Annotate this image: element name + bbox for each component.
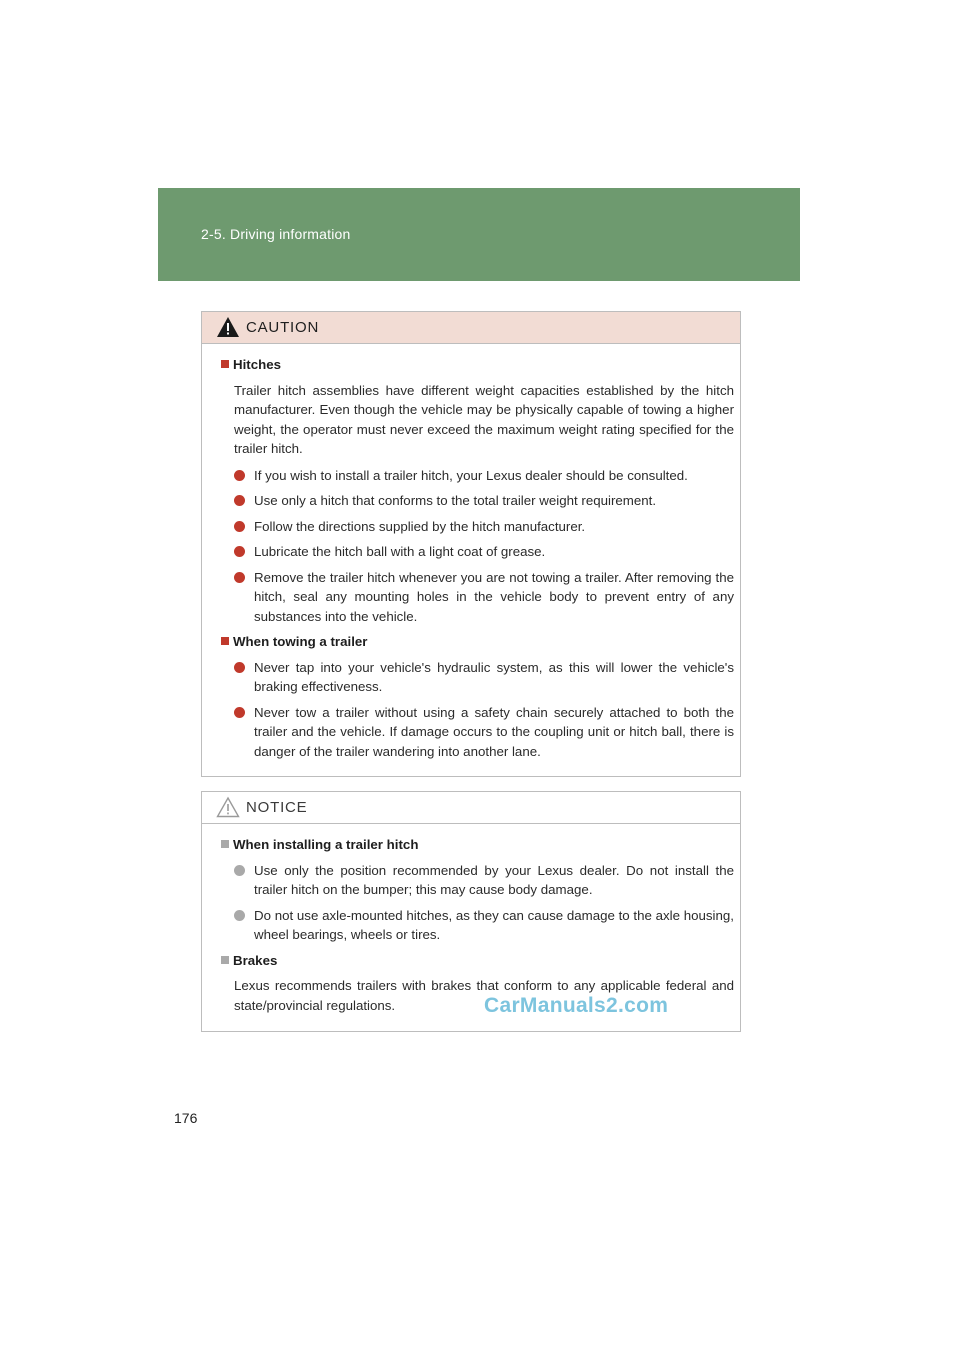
paragraph: Lexus recommends trailers with brakes that conform to any applicable federal and state/provincial regulations.	[234, 978, 734, 1013]
caution-body	[202, 344, 740, 761]
section-heading: Brakes	[221, 951, 734, 971]
list-item: Do not use axle-mounted hitches, as they can cause damage to the axle housing, wheel bearings, wheels or tires.	[234, 906, 734, 945]
circle-bullet-icon	[234, 910, 245, 921]
list-item: Use only the position recommended by your Lexus dealer. Do not install the trailer hitch on the bumper; this may cause body damage.	[234, 861, 734, 900]
section-title: 2-5. Driving information	[201, 226, 351, 242]
notice-body	[202, 824, 740, 1015]
notice-header	[202, 792, 740, 824]
warning-triangle-outline-icon	[216, 796, 240, 818]
section-heading: When installing a trailer hitch	[221, 835, 734, 855]
circle-bullet-icon	[234, 495, 245, 506]
list-item: Lubricate the hitch ball with a light coat of grease.	[234, 542, 734, 562]
list-item: Use only a hitch that conforms to the total trailer weight requirement.	[234, 491, 734, 511]
square-bullet-icon	[221, 360, 229, 368]
circle-bullet-icon	[234, 707, 245, 718]
circle-bullet-icon	[234, 546, 245, 557]
square-bullet-icon	[221, 956, 229, 964]
section-header-band	[158, 188, 800, 281]
watermark: CarManuals2.com	[484, 994, 669, 1017]
circle-bullet-icon	[234, 521, 245, 532]
section-heading: When towing a trailer	[221, 632, 734, 652]
circle-bullet-icon	[234, 470, 245, 481]
square-bullet-icon	[221, 840, 229, 848]
caution-box	[201, 311, 741, 777]
square-bullet-icon	[221, 637, 229, 645]
list-item: Remove the trailer hitch whenever you are not towing a trailer. After removing the hitch, seal any mounting holes in the vehicle body to prevent entry of any substances into the vehicle.	[234, 568, 734, 627]
circle-bullet-icon	[234, 572, 245, 583]
notice-title: NOTICE	[246, 799, 308, 816]
caution-title: CAUTION	[246, 319, 320, 336]
warning-triangle-icon	[216, 316, 240, 338]
caution-header	[202, 312, 740, 344]
section-heading: Hitches	[221, 355, 734, 375]
list-item: Never tow a trailer without using a safety chain securely attached to both the trailer and the vehicle. If damage occurs to the coupling unit or hitch ball, there is danger of the trailer wandering into another lane.	[234, 703, 734, 762]
list-item: Never tap into your vehicle's hydraulic system, as this will lower the vehicle's braking effectiveness.	[234, 658, 734, 697]
circle-bullet-icon	[234, 662, 245, 673]
list-item: If you wish to install a trailer hitch, your Lexus dealer should be consulted.	[234, 466, 734, 486]
page-number: 176	[174, 1110, 198, 1126]
list-item: Follow the directions supplied by the hitch manufacturer.	[234, 517, 734, 537]
circle-bullet-icon	[234, 865, 245, 876]
paragraph: Trailer hitch assemblies have different weight capacities established by the hitch manufacturer. Even though the vehicle may be physically capable of towing a higher weight, the operator must never exceed the maximum weight rating specified for the trailer hitch.	[234, 382, 734, 456]
